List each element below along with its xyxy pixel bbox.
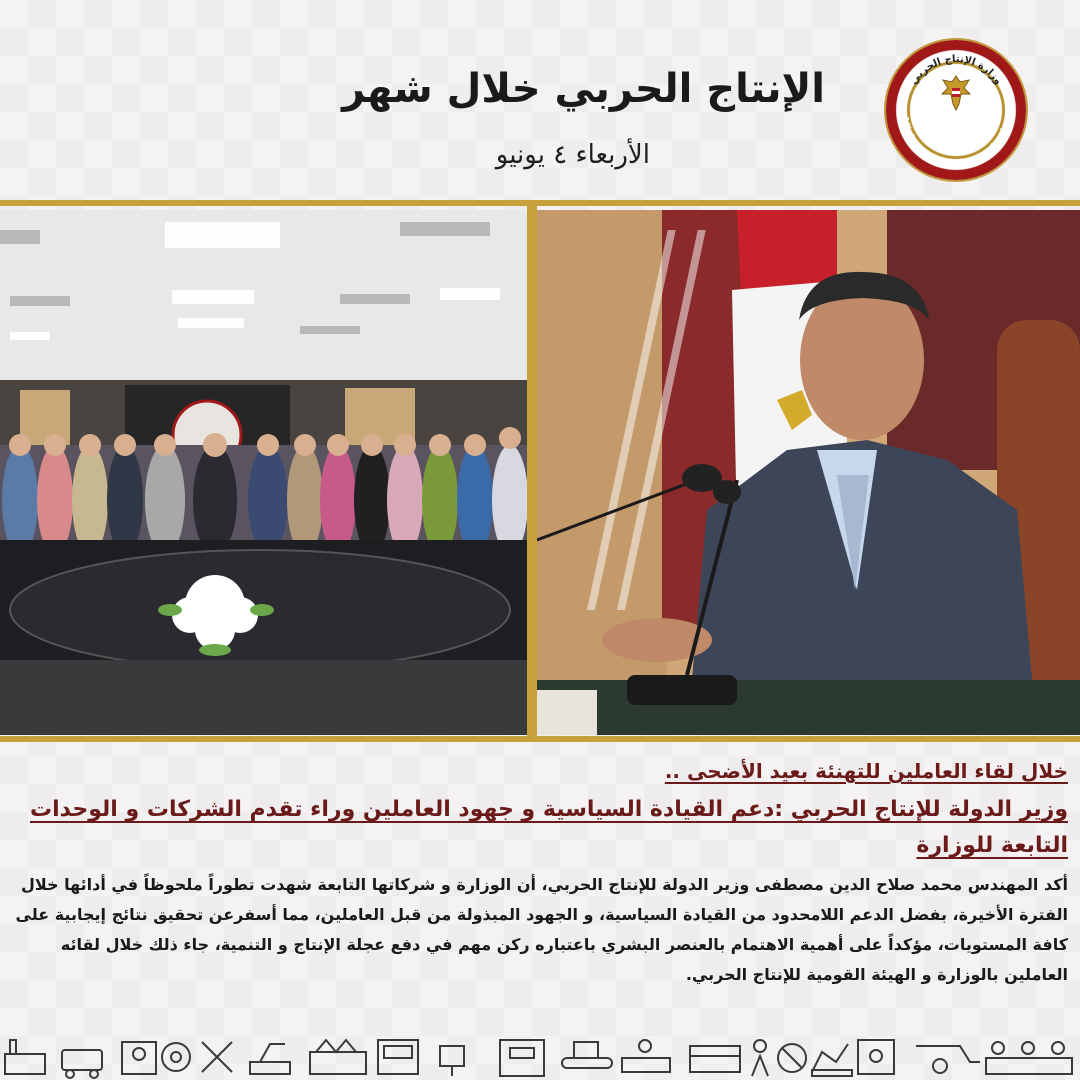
welding-icon [778, 1044, 806, 1072]
date-label: الأربعاء ٤ يونيو [495, 140, 650, 170]
article-body: أكد المهندس محمد صلاح الدين مصطفى وزير الدولة للإنتاج الحربي، أن الوزارة و شركاتها التابعة شهدت تطوراً ملحوظاً في أدائها خلال الفترة الأخيرة، بفضل الدعم اللامحدود من القيادة السياسية، و الجهود المبذولة من قبل العاملين، مما أسفرعن تحقيق نتائج إيجابية على كافة المستويات، مؤكداً على أهمية الاهتمام بالعنصر البشري باعتباره ركن مهم في دفع عجلة الإنتاج و التنمية، جاء ذلك خلال لقائه العاملين بالوزارة و الهيئة القومية للإنتاج الحربي. [15, 875, 1068, 984]
minister-speaking-photo [537, 210, 1080, 735]
logo-english-text: Ministry of Military Production [899, 116, 1013, 170]
bottom-gold-divider [0, 736, 1080, 742]
svg-text:Ministry of Military Productio [899, 116, 1013, 169]
article [8, 758, 1068, 990]
logo-arabic-text: وزارة الإنتاج الحربي [908, 53, 1004, 87]
gear-icon [162, 1043, 190, 1071]
ministry-logo [886, 40, 1026, 180]
article-subheadline: وزير الدولة للإنتاج الحربي :دعم القيادة السياسية و جهود العاملين وراء تقدم الشركات و الوحدات التابعة للوزارة [30, 797, 1068, 858]
top-gold-divider [0, 200, 1080, 206]
control-panel-icon [378, 1040, 418, 1074]
pipeline-icon [916, 1046, 980, 1073]
machine-icon [122, 1042, 156, 1074]
article-headline: خلال لقاء العاملين للتهنئة بعيد الأضحى .. [664, 759, 1068, 783]
ministry-emblem-icon [939, 74, 973, 112]
photo-divider [527, 206, 537, 740]
meeting-hall-illustration [0, 210, 527, 735]
press-machine-icon [500, 1040, 544, 1076]
header [0, 0, 1080, 200]
engineer-icon [752, 1040, 768, 1076]
assembly-worker-icon [622, 1040, 670, 1072]
robot-icon [440, 1046, 464, 1076]
minister-illustration [537, 210, 1080, 735]
meeting-hall-photo [0, 210, 527, 735]
page-title: الإنتاج الحربي خلال شهر [342, 66, 825, 112]
industry-icon-strip [0, 1032, 1080, 1080]
industrial-plant-icon [310, 1040, 366, 1074]
excavator-icon [62, 1050, 102, 1078]
cnc-icon [858, 1040, 894, 1074]
conveyor-icon [562, 1042, 612, 1068]
factory-icon [5, 1040, 45, 1074]
tools-icon [202, 1042, 232, 1072]
robotic-line-icon [812, 1044, 852, 1076]
robot-arm-icon [250, 1044, 290, 1074]
workstation-icon [690, 1046, 740, 1072]
workers-group-icon [986, 1042, 1072, 1074]
